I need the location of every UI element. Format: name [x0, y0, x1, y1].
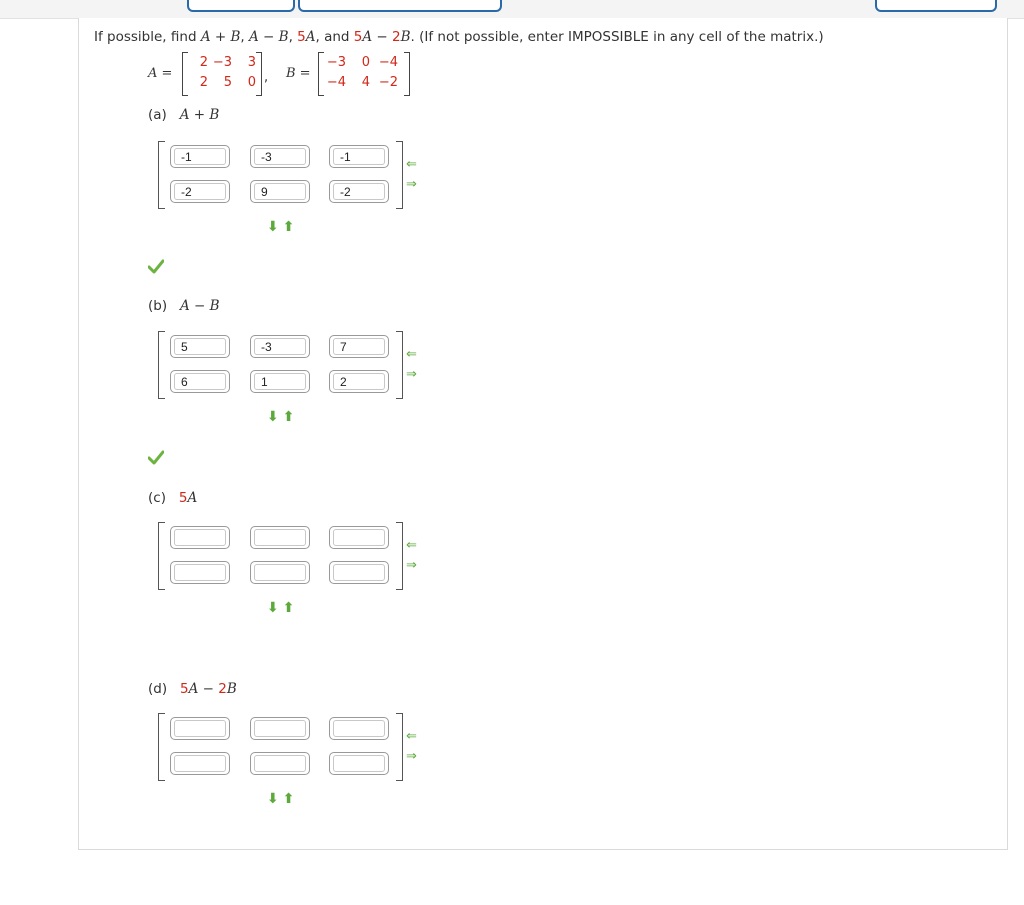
- up-arrow-icon[interactable]: ⬆: [282, 791, 299, 807]
- right-arrow-icon[interactable]: ⇒: [406, 558, 417, 573]
- matrix-cell-value[interactable]: [254, 529, 306, 546]
- answer-matrix: [158, 713, 417, 807]
- matrix-cell-value[interactable]: -2: [174, 183, 226, 200]
- matrix-cell-value[interactable]: [174, 529, 226, 546]
- matrix-cell-input[interactable]: [170, 335, 230, 358]
- matrix-cell-value[interactable]: 6: [174, 373, 226, 390]
- matrix-cell-value[interactable]: 9: [254, 183, 306, 200]
- down-arrow-icon[interactable]: ⬇: [267, 409, 283, 425]
- matrix-cell-value[interactable]: [254, 564, 306, 581]
- down-arrow-icon[interactable]: ⬇: [267, 791, 283, 807]
- matrix-cell-input[interactable]: [250, 526, 310, 549]
- matrix-cell-input[interactable]: [170, 526, 230, 549]
- matrix-cell-value[interactable]: [333, 529, 385, 546]
- answer-matrix: [158, 331, 417, 425]
- matrix-cell-value[interactable]: [333, 755, 385, 772]
- matrix-cell-input[interactable]: [170, 145, 230, 168]
- matrix-cell-input[interactable]: [250, 180, 310, 203]
- toolbar-button-2[interactable]: [298, 0, 502, 12]
- matrix-cell-input[interactable]: [329, 180, 389, 203]
- matrix-cell-input[interactable]: [250, 370, 310, 393]
- right-arrow-icon[interactable]: ⇒: [406, 367, 417, 382]
- matrix-a-cell: 5: [223, 75, 232, 90]
- matrix-a-label: A =: [148, 66, 173, 81]
- matrix-cell-input[interactable]: [329, 335, 389, 358]
- row-controls: [267, 791, 298, 807]
- matrix-cell-value[interactable]: [254, 720, 306, 737]
- left-bracket: [158, 713, 165, 781]
- question-text: If possible, find A + B, A − B, 5A, and 5A − 2B. (If not possible, enter IMPOSSIBLE in any cell of the matrix.): [94, 29, 824, 45]
- matrix-cell-value[interactable]: -3: [254, 148, 306, 165]
- matrix-cell-input[interactable]: [250, 145, 310, 168]
- toolbar-button-3[interactable]: [875, 0, 997, 12]
- right-bracket: [396, 331, 403, 399]
- matrix-a-cell: 0: [247, 75, 256, 90]
- matrix-a-cell: −3: [212, 55, 232, 70]
- check-icon: [148, 449, 164, 465]
- top-toolbar: [0, 0, 1024, 19]
- right-bracket: [396, 141, 403, 209]
- matrix-b-cell: −3: [326, 55, 346, 70]
- matrix-cell-value[interactable]: [174, 720, 226, 737]
- matrix-cell-value[interactable]: 7: [333, 338, 385, 355]
- left-arrow-icon[interactable]: ⇐: [406, 157, 417, 172]
- matrix-cell-value[interactable]: -1: [174, 148, 226, 165]
- matrix-cell-input[interactable]: [250, 561, 310, 584]
- matrix-cell-input[interactable]: [329, 145, 389, 168]
- given-matrices: [148, 52, 448, 96]
- matrix-a: [182, 52, 262, 96]
- up-arrow-icon[interactable]: ⬆: [282, 219, 299, 235]
- left-arrow-icon[interactable]: ⇐: [406, 729, 417, 744]
- answer-matrix: [158, 141, 417, 235]
- right-arrow-icon[interactable]: ⇒: [406, 749, 417, 764]
- part-label: (b) A − B: [148, 298, 220, 314]
- matrix-cell-input[interactable]: [170, 752, 230, 775]
- matrix-cell-input[interactable]: [329, 370, 389, 393]
- part-label: (a) A + B: [148, 107, 220, 123]
- row-controls: [267, 600, 298, 616]
- matrix-cell-value[interactable]: [174, 755, 226, 772]
- right-bracket: [396, 713, 403, 781]
- matrix-b: [318, 52, 410, 96]
- part-label: (d) 5A − 2B: [148, 681, 237, 697]
- matrix-b-cell: 4: [361, 75, 370, 90]
- matrix-cell-value[interactable]: 5: [174, 338, 226, 355]
- matrix-cell-input[interactable]: [250, 717, 310, 740]
- left-arrow-icon[interactable]: ⇐: [406, 538, 417, 553]
- matrix-cell-input[interactable]: [329, 717, 389, 740]
- matrix-b-cell: −4: [378, 55, 398, 70]
- left-bracket: [158, 522, 165, 590]
- matrix-cell-value[interactable]: [333, 564, 385, 581]
- answer-matrix: [158, 522, 417, 616]
- matrix-cell-value[interactable]: [174, 564, 226, 581]
- matrix-b-label: B =: [286, 66, 311, 81]
- matrix-cell-input[interactable]: [329, 561, 389, 584]
- row-controls: [267, 219, 298, 235]
- matrix-cell-input[interactable]: [170, 370, 230, 393]
- matrix-a-cell: 3: [247, 55, 256, 70]
- row-controls: [267, 409, 298, 425]
- right-bracket: [396, 522, 403, 590]
- left-bracket: [158, 141, 165, 209]
- matrix-cell-input[interactable]: [250, 335, 310, 358]
- matrix-cell-input[interactable]: [329, 526, 389, 549]
- matrix-a-cell: 2: [199, 75, 208, 90]
- matrix-cell-value[interactable]: 2: [333, 373, 385, 390]
- matrix-b-cell: 0: [361, 55, 370, 70]
- down-arrow-icon[interactable]: ⬇: [267, 600, 283, 616]
- matrix-b-cell: −2: [378, 75, 398, 90]
- matrix-cell-value[interactable]: -2: [333, 183, 385, 200]
- matrix-separator-comma: ,: [264, 70, 269, 85]
- left-bracket: [158, 331, 165, 399]
- up-arrow-icon[interactable]: ⬆: [282, 600, 299, 616]
- right-arrow-icon[interactable]: ⇒: [406, 177, 417, 192]
- matrix-cell-value[interactable]: -3: [254, 338, 306, 355]
- matrix-b-cell: −4: [326, 75, 346, 90]
- matrix-cell-input[interactable]: [250, 752, 310, 775]
- left-arrow-icon[interactable]: ⇐: [406, 347, 417, 362]
- up-arrow-icon[interactable]: ⬆: [282, 409, 299, 425]
- matrix-cell-input[interactable]: [170, 717, 230, 740]
- check-icon: [148, 258, 164, 274]
- part-label: (c) 5A: [148, 490, 198, 506]
- matrix-cell-value[interactable]: [333, 720, 385, 737]
- toolbar-button-1[interactable]: [187, 0, 295, 12]
- matrix-cell-input[interactable]: [329, 752, 389, 775]
- matrix-cell-value[interactable]: 1: [254, 373, 306, 390]
- matrix-cell-input[interactable]: [170, 180, 230, 203]
- matrix-a-cell: 2: [199, 55, 208, 70]
- matrix-cell-value[interactable]: -1: [333, 148, 385, 165]
- matrix-cell-input[interactable]: [170, 561, 230, 584]
- down-arrow-icon[interactable]: ⬇: [267, 219, 283, 235]
- matrix-cell-value[interactable]: [254, 755, 306, 772]
